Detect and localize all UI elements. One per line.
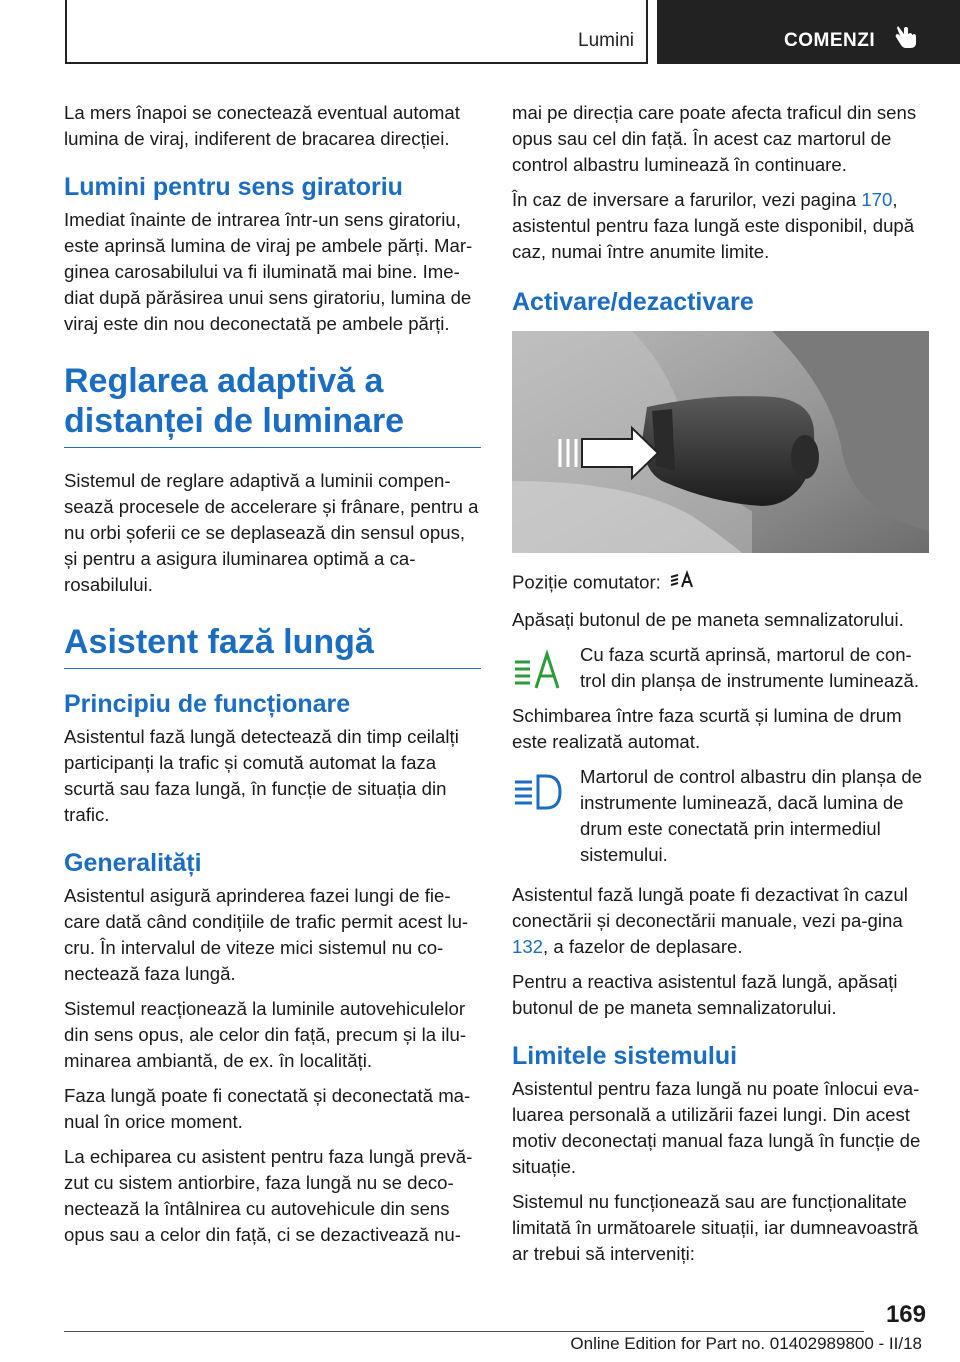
paragraph-headlight-reversal: În caz de inversare a farurilor, vezi pagina 170, asistentul pentru faza lungă este disponibil, după caz, numai între anumite limite. xyxy=(512,189,915,262)
paragraph-green-indicator: Cu faza scurtă aprinsă, martorul de con-trol din planșa de instrumente luminează. xyxy=(580,644,920,691)
hand-pointer-icon xyxy=(895,24,917,55)
footer-edition: Online Edition for Part no. 01402989800 - II/18 xyxy=(570,1334,922,1353)
paragraph-continuation: mai pe direcția care poate afecta traficul din sens opus sau cel din față. În acest caz martorul de control albastru luminează în continuare. xyxy=(512,102,917,175)
high-beam-indicator-blue-icon xyxy=(512,770,564,819)
page-link-170[interactable]: 170 xyxy=(861,189,893,210)
paragraph-limits-1: Asistentul pentru faza lungă nu poate înlocui eva-luarea personală a utilizării fazei lungi. Din acest motiv deconectați manual faza lungă în funcție de situație. xyxy=(512,1078,921,1177)
left-column xyxy=(64,100,481,1257)
paragraph-general-3: Faza lungă poate fi conectată și deconectată ma-nual în orice moment. xyxy=(64,1085,471,1132)
paragraph-reversing: La mers înapoi se conectează eventual automat lumina de viraj, indiferent de bracarea direcției. xyxy=(64,102,460,149)
header-chapter-tab xyxy=(657,0,960,64)
heading-activation: Activare/dezactivare xyxy=(512,288,754,316)
heading-roundabout-lights: Lumini pentru sens giratoriu xyxy=(64,173,403,201)
header-chapter-title: COMENZI xyxy=(784,30,876,51)
page-number: 169 xyxy=(885,1301,926,1328)
page-link-132[interactable]: 132 xyxy=(512,936,544,957)
heading-general: Generalități xyxy=(64,849,202,877)
footer-divider xyxy=(64,1331,864,1332)
heading-system-limits: Limitele sistemului xyxy=(512,1042,738,1070)
paragraph-reactivate: Pentru a reactiva asistentul fază lungă, apăsați butonul de pe maneta semnalizatorului. xyxy=(512,971,898,1018)
right-column xyxy=(512,100,929,1276)
indicator-green-note xyxy=(512,642,929,694)
paragraph-press-button: Apăsați butonul de pe maneta semnalizatorului. xyxy=(512,609,904,630)
paragraph-adaptive: Sistemul de reglare adaptivă a luminii compen-sează procesele de accelerare și frânare, pentru a nu orbi șoferii ce se deplasează din sensul opus, și pentru a asigura iluminarea optimă a ca-rosabilului. xyxy=(64,470,479,595)
paragraph-deactivate: Asistentul fază lungă poate fi dezactivat în cazul conectării și deconectării manuale, vezi pa-gina 132, a fazelor de deplasare. xyxy=(512,884,908,957)
paragraph-switch-position: Poziție comutator: xyxy=(512,569,929,598)
heading-operating-principle: Principiu de funcționare xyxy=(64,690,351,718)
paragraph-general-2: Sistemul reacționează la luminile autovehiculelor din sens opus, ale celor din față, precum și la ilu-minarea ambiantă, de ex. în localități. xyxy=(64,998,467,1071)
paragraph-general-4: La echiparea cu asistent pentru faza lungă prevă-zut cu sistem antiorbire, faza lungă nu se deco-nectează la întâlnirea cu autovehicule din sens opus sau a celor din față, ci se dezactivează nu- xyxy=(64,1146,473,1245)
paragraph-automatic-switch: Schimbarea între faza scurtă și lumina de drum este realizată automat. xyxy=(512,705,902,752)
heading-adaptive-range: Reglarea adaptivă a distanței de luminare xyxy=(64,361,481,448)
auto-high-beam-indicator-green-icon xyxy=(512,648,562,697)
header-section-box xyxy=(65,0,648,64)
paragraph-roundabout: Imediat înainte de intrarea într-un sens giratoriu, este aprinsă lumina de viraj pe ambele părți. Mar-ginea carosabilului va fi iluminată mai bine. Ime-diat după părăsirea unui sens giratoriu, lumina de viraj este din nou deconectată pe ambele părți. xyxy=(64,209,473,334)
paragraph-general-1: Asistentul asigură aprinderea fazei lungi de fie-care dată când condițiile de trafic permit acest lu-cru. În intervalul de viteze mici sistemul nu co-nectează faza lungă. xyxy=(64,885,469,984)
paragraph-principle: Asistentul fază lungă detectează din timp ceilalți participanți la trafic și comută automat la faza scurtă sau faza lungă, în funcție de situația din trafic. xyxy=(64,726,459,825)
heading-high-beam-assistant: Asistent fază lungă xyxy=(64,622,481,669)
turn-signal-lever-photo xyxy=(512,331,929,553)
auto-high-beam-symbol-icon xyxy=(669,569,695,598)
paragraph-blue-indicator: Martorul de control albastru din planșa de instrumente luminează, dacă lumina de drum este conectată prin intermediul sistemului. xyxy=(580,766,923,865)
header-section-title: Lumini xyxy=(578,30,634,51)
paragraph-limits-2: Sistemul nu funcționează sau are funcționalitate limitată în următoarele situații, iar dumneavoastră ar trebui să interveniți: xyxy=(512,1191,919,1264)
indicator-blue-note xyxy=(512,764,929,868)
